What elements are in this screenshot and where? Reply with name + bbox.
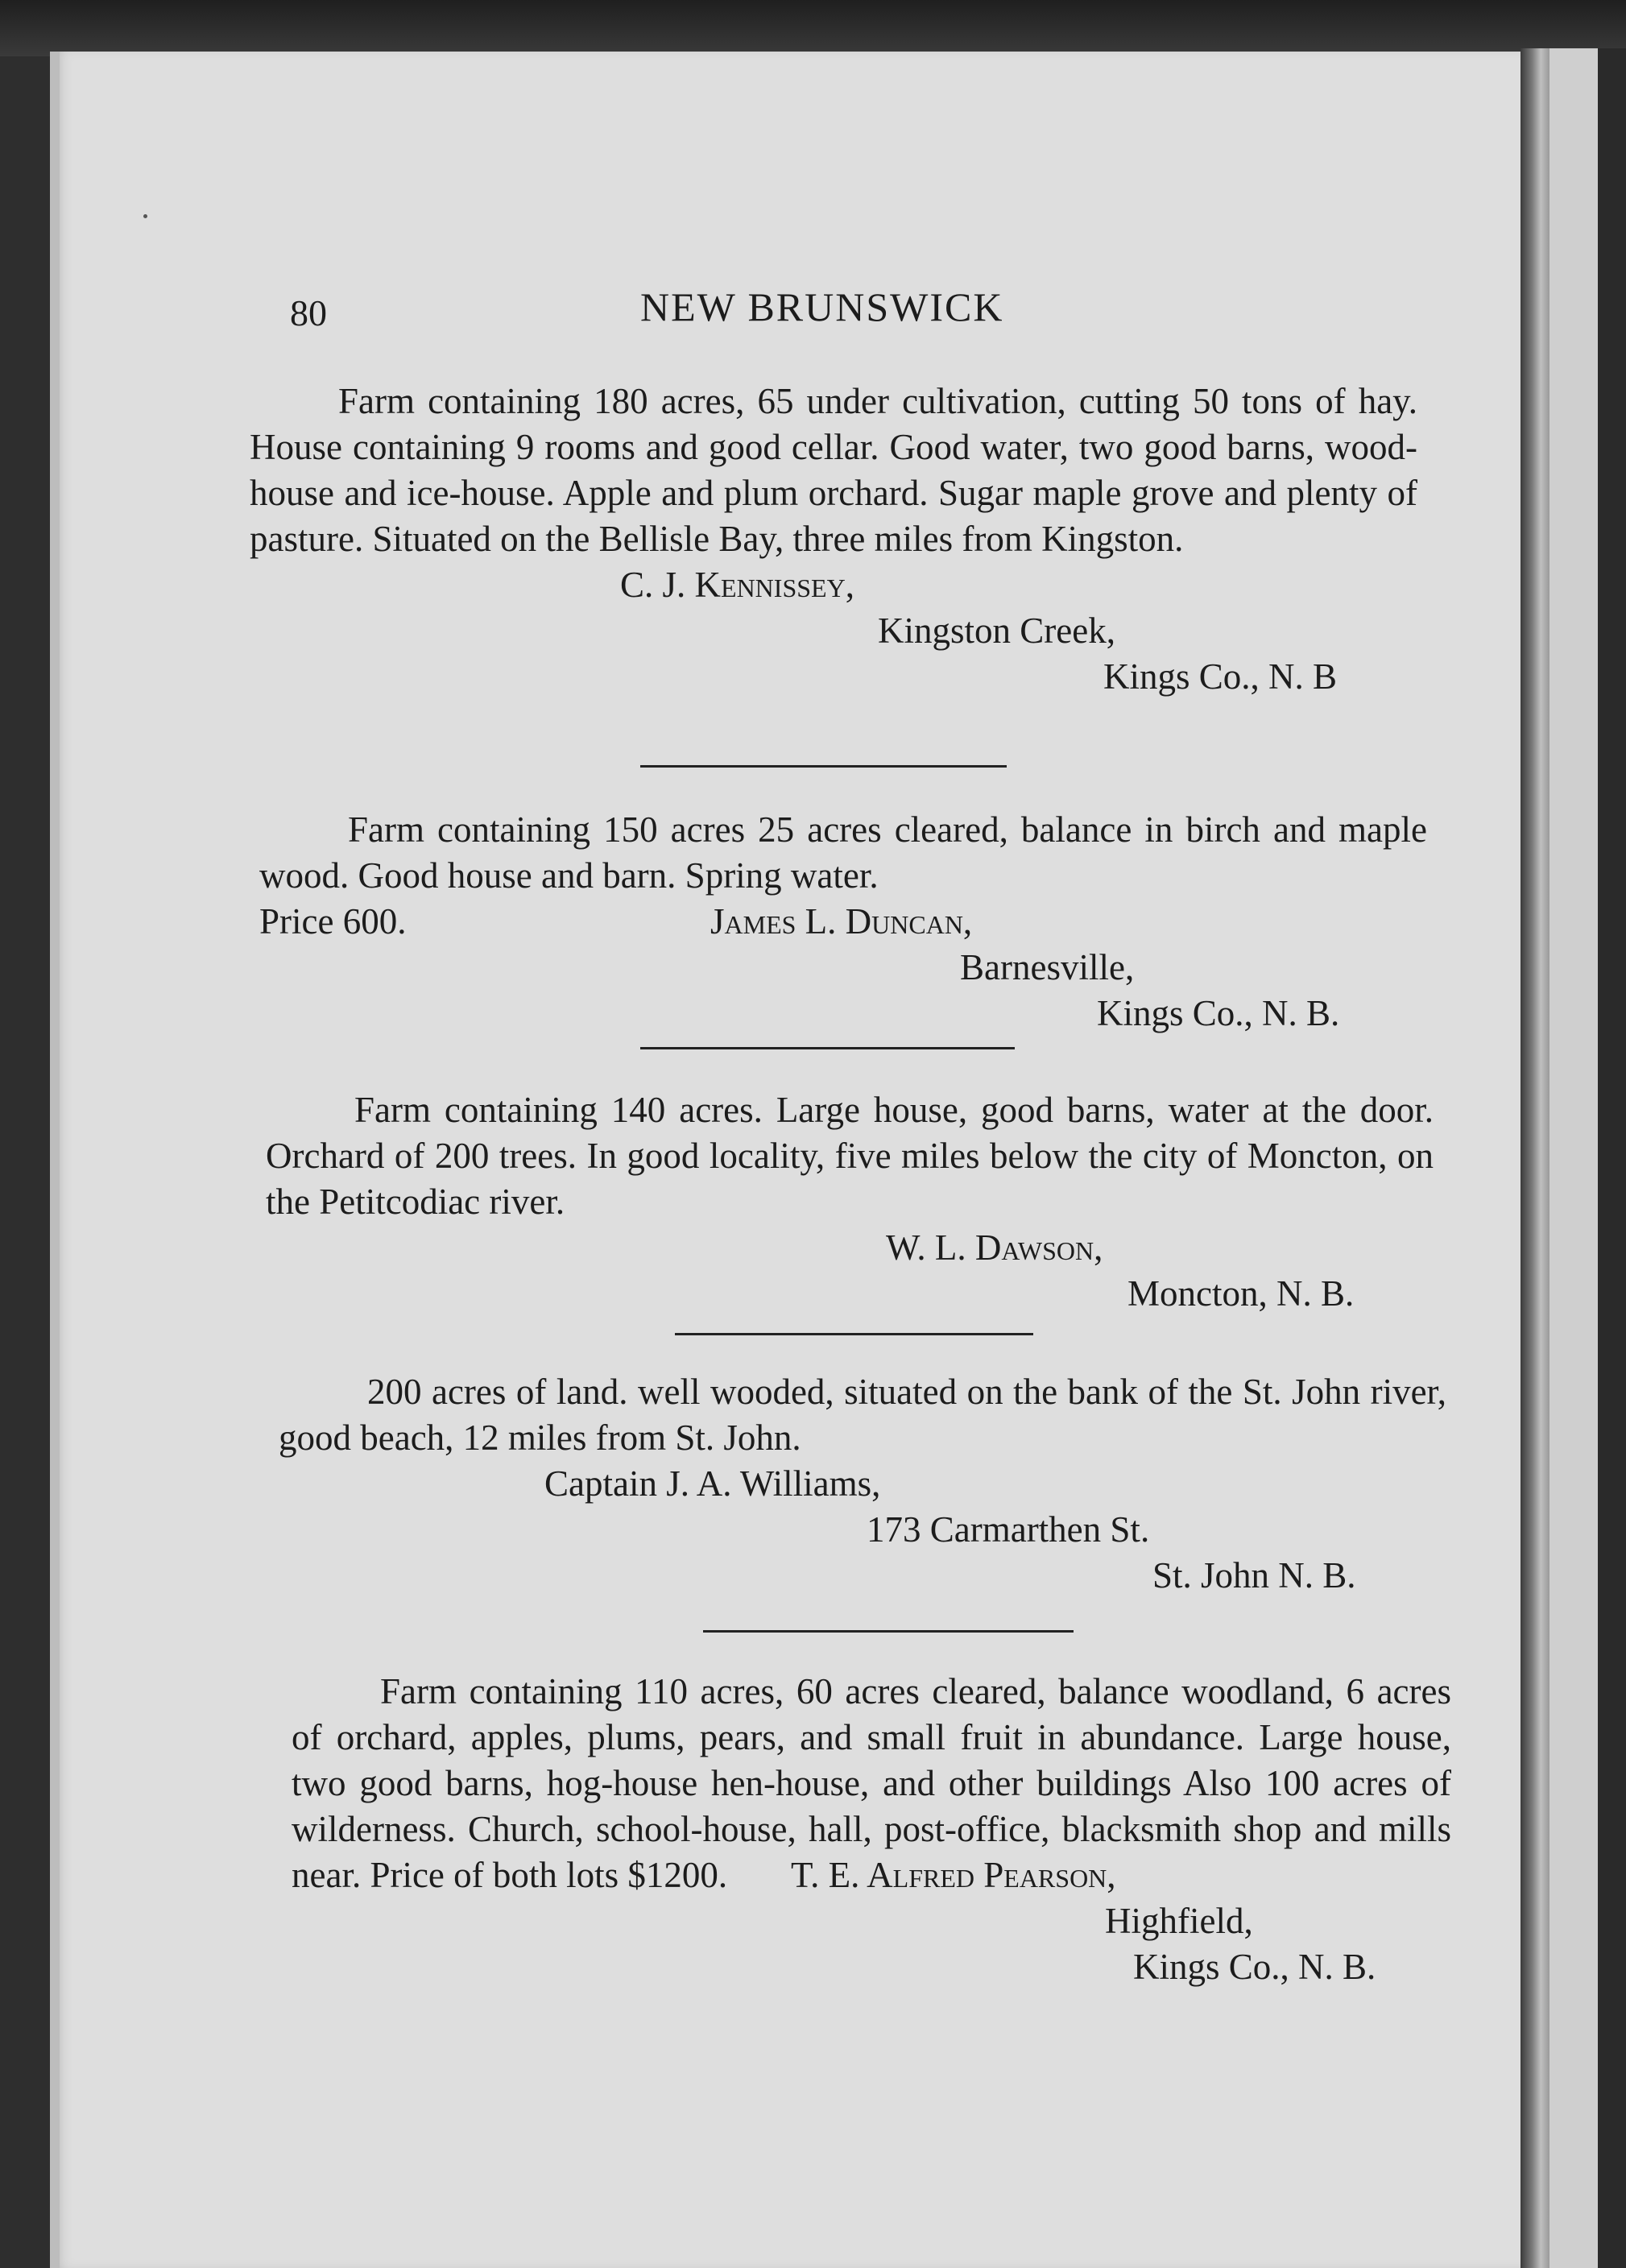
listing-entry	[279, 1369, 1446, 1599]
listing-contact-address: Highfield,	[1105, 1901, 1253, 1941]
listing-contact-name: T. E. Alfred Pearson,	[791, 1855, 1116, 1895]
listing-entry	[259, 807, 1427, 1037]
paper-speck	[143, 214, 147, 218]
listing-contact-address: Kings Co., N. B.	[1133, 1947, 1376, 1987]
section-rule	[640, 1047, 1015, 1049]
listing-description: 200 acres of land. well wooded, situated on the bank of the St. John river, good beach, 12 miles from St. John.	[279, 1372, 1446, 1458]
listing-entry	[292, 1669, 1451, 2036]
listing-contact-address: Kingston Creek,	[878, 610, 1115, 651]
listing-contact-address: Kings Co., N. B.	[1097, 993, 1340, 1033]
section-rule	[675, 1333, 1033, 1335]
section-rule	[640, 765, 1007, 768]
listing-contact-address: Moncton, N. B.	[1127, 1273, 1355, 1314]
listing-contact-address: 173 Carmarthen St.	[867, 1509, 1150, 1550]
listing-price: Price 600.	[259, 901, 407, 942]
listing-description: Farm containing 150 acres 25 acres cleared, balance in birch and maple wood. Good house and barn. Spring water.	[259, 809, 1427, 896]
book-binding	[1520, 48, 1549, 2268]
page-edge	[50, 52, 60, 2268]
listing-contact-name: James L. Duncan,	[710, 901, 973, 942]
listing-description: Farm containing 180 acres, 65 under cultivation, cutting 50 tons of hay. House containing 9 rooms and good cellar. Good water, two good barns, wood-house and ice-house. Apple and plum orchard. Sugar maple grove and plenty of pasture. Situated on the Bellisle Bay, three miles from Kingston.	[250, 381, 1417, 559]
listing-contact-address: Kings Co., N. B	[1103, 656, 1338, 697]
facing-page-edge	[1549, 48, 1598, 2268]
listing-contact-name: C. J. Kennissey,	[620, 565, 854, 605]
scan-background-right	[1598, 48, 1626, 2268]
listing-entry	[266, 1087, 1434, 1317]
listing-entry	[250, 379, 1417, 700]
section-rule	[703, 1630, 1074, 1633]
listing-description: Farm containing 140 acres. Large house, good barns, water at the door. Orchard of 200 trees. In good locality, five miles below the city of Moncton, on the Petitcodiac river.	[266, 1090, 1434, 1222]
page-number: 80	[290, 292, 327, 333]
listing-contact-name: Captain J. A. Williams,	[544, 1463, 881, 1504]
scan-background-top	[0, 0, 1626, 56]
running-head	[290, 284, 1434, 340]
listing-contact-address: St. John N. B.	[1152, 1555, 1356, 1595]
section-title: NEW BRUNSWICK	[640, 284, 1004, 329]
listing-contact-name: W. L. Dawson,	[886, 1227, 1103, 1268]
listing-contact-address: Barnesville,	[960, 947, 1135, 987]
listing-description: Farm containing 110 acres, 60 acres cleared, balance woodland, 6 acres of orchard, apples, plums, pears, and small fruit in abundance. Large house, two good barns, hog-house hen-house, and other buildings Also 100 acres of wilderness. Church, school-house, hall, post-office, blacksmith shop and mills near. Price of both lots $1200.	[292, 1671, 1451, 1895]
